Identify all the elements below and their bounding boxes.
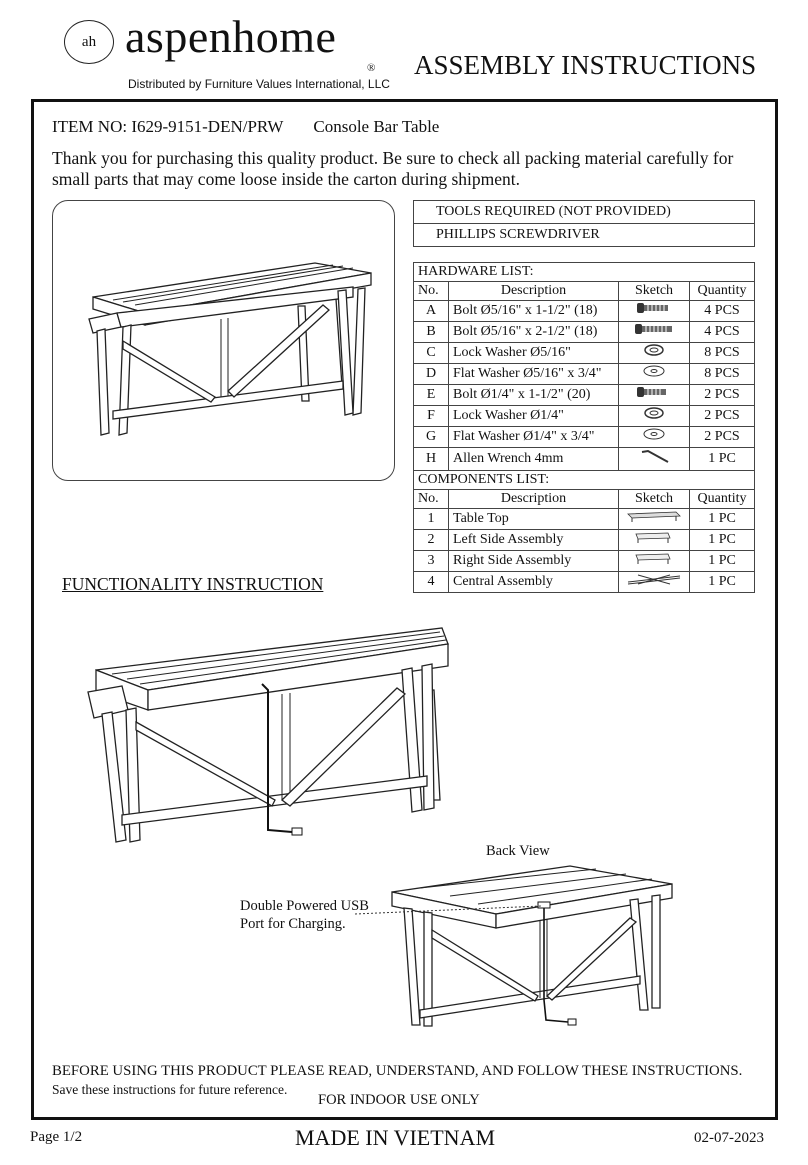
row-description: Flat Washer Ø5/16" x 3/4" (449, 364, 619, 385)
distributor-line: Distributed by Furniture Values International, LLC (128, 77, 390, 91)
lock-washer-icon (619, 343, 690, 364)
row-quantity: 1 PC (690, 551, 755, 572)
header-sketch: Sketch (619, 490, 690, 509)
row-no: 1 (414, 509, 449, 530)
lock-washer-icon (619, 406, 690, 427)
header-no: No. (414, 282, 449, 301)
row-no: D (414, 364, 449, 385)
table-row (414, 343, 755, 364)
side-assembly-icon (619, 551, 690, 572)
table-row (414, 448, 755, 471)
row-description: Lock Washer Ø5/16" (449, 343, 619, 364)
header-quantity: Quantity (690, 282, 755, 301)
back-view-drawing (380, 860, 680, 1035)
table-row (414, 364, 755, 385)
row-quantity: 8 PCS (690, 364, 755, 385)
table-row (414, 301, 755, 322)
table-row (414, 322, 755, 343)
item-line (52, 117, 439, 137)
usb-label-line2: Port for Charging. (240, 916, 346, 932)
table-row (414, 406, 755, 427)
table-row (414, 551, 755, 572)
row-no: A (414, 301, 449, 322)
usb-cable (544, 908, 568, 1022)
row-quantity: 4 PCS (690, 322, 755, 343)
row-quantity: 2 PCS (690, 427, 755, 448)
flat-washer-icon (619, 427, 690, 448)
usb-plug-icon (292, 828, 302, 835)
item-name: Console Bar Table (313, 117, 440, 136)
components-table (413, 470, 755, 593)
central-assembly-icon (619, 572, 690, 593)
logo-mark: ah (64, 20, 114, 64)
components-title: COMPONENTS LIST: (414, 471, 755, 490)
hardware-title: HARDWARE LIST: (414, 263, 755, 282)
table-row (414, 572, 755, 593)
row-description: Flat Washer Ø1/4" x 3/4" (449, 427, 619, 448)
table-row (414, 509, 755, 530)
table-row (414, 530, 755, 551)
row-description: Bolt Ø1/4" x 1-1/2" (20) (449, 385, 619, 406)
product-illustration (52, 200, 395, 481)
row-no: H (414, 448, 449, 471)
usb-port-label (240, 897, 369, 933)
row-description: Table Top (449, 509, 619, 530)
row-quantity: 2 PCS (690, 385, 755, 406)
allen-wrench-icon (619, 448, 690, 471)
side-assembly-icon (619, 530, 690, 551)
row-no: 4 (414, 572, 449, 593)
row-quantity: 2 PCS (690, 406, 755, 427)
indoor-use-note: FOR INDOOR USE ONLY (318, 1092, 480, 1108)
row-no: 3 (414, 551, 449, 572)
intro-text: Thank you for purchasing this quality product. Be sure to check all packing material carefully for small parts that may come loose inside the carton during shipment. (52, 148, 734, 189)
front-view-drawing (82, 610, 462, 850)
header-description: Description (449, 490, 619, 509)
callout-line (355, 900, 545, 920)
read-instructions-warning: BEFORE USING THIS PRODUCT PLEASE READ, UNDERSTAND, AND FOLLOW THESE INSTRUCTIONS. (52, 1063, 743, 1079)
tools-title: TOOLS REQUIRED (NOT PROVIDED) (414, 201, 755, 224)
page-number: Page 1/2 (30, 1129, 83, 1145)
row-quantity: 4 PCS (690, 301, 755, 322)
row-no: E (414, 385, 449, 406)
table-row (414, 427, 755, 448)
row-no: 2 (414, 530, 449, 551)
row-quantity: 1 PC (690, 509, 755, 530)
table-top-icon (619, 509, 690, 530)
usb-cable (262, 684, 292, 832)
row-description: Bolt Ø5/16" x 2-1/2" (18) (449, 322, 619, 343)
row-quantity: 8 PCS (690, 343, 755, 364)
bolt-icon (619, 301, 690, 322)
long-bolt-icon (619, 322, 690, 343)
country-of-origin: MADE IN VIETNAM (295, 1125, 496, 1150)
registered-mark: ® (367, 62, 376, 74)
table-row (414, 385, 755, 406)
hardware-table (413, 262, 755, 471)
row-no: G (414, 427, 449, 448)
row-no: B (414, 322, 449, 343)
row-description: Right Side Assembly (449, 551, 619, 572)
row-quantity: 1 PC (690, 530, 755, 551)
flat-washer-icon (619, 364, 690, 385)
usb-plug-icon (568, 1019, 576, 1025)
tool-item: PHILLIPS SCREWDRIVER (414, 224, 755, 247)
brand-name: aspenhome (125, 11, 337, 62)
item-number: ITEM NO: I629-9151-DEN/PRW (52, 117, 284, 136)
tools-table (413, 200, 755, 247)
row-description: Allen Wrench 4mm (449, 448, 619, 471)
header-quantity: Quantity (690, 490, 755, 509)
header-description: Description (449, 282, 619, 301)
row-description: Left Side Assembly (449, 530, 619, 551)
row-no: C (414, 343, 449, 364)
bolt-icon (619, 385, 690, 406)
row-description: Lock Washer Ø1/4" (449, 406, 619, 427)
header-sketch: Sketch (619, 282, 690, 301)
usb-label-line1: Double Powered USB (240, 898, 369, 914)
row-quantity: 1 PC (690, 448, 755, 471)
row-quantity: 1 PC (690, 572, 755, 593)
back-view-label: Back View (486, 843, 550, 859)
functionality-title: FUNCTIONALITY INSTRUCTION (62, 574, 324, 594)
document-title: ASSEMBLY INSTRUCTIONS (414, 50, 757, 80)
console-table-drawing (53, 201, 394, 480)
save-instructions-note: Save these instructions for future reference. (52, 1082, 288, 1097)
row-no: F (414, 406, 449, 427)
row-description: Bolt Ø5/16" x 1-1/2" (18) (449, 301, 619, 322)
row-description: Central Assembly (449, 572, 619, 593)
document-date: 02-07-2023 (694, 1130, 764, 1146)
header-no: No. (414, 490, 449, 509)
